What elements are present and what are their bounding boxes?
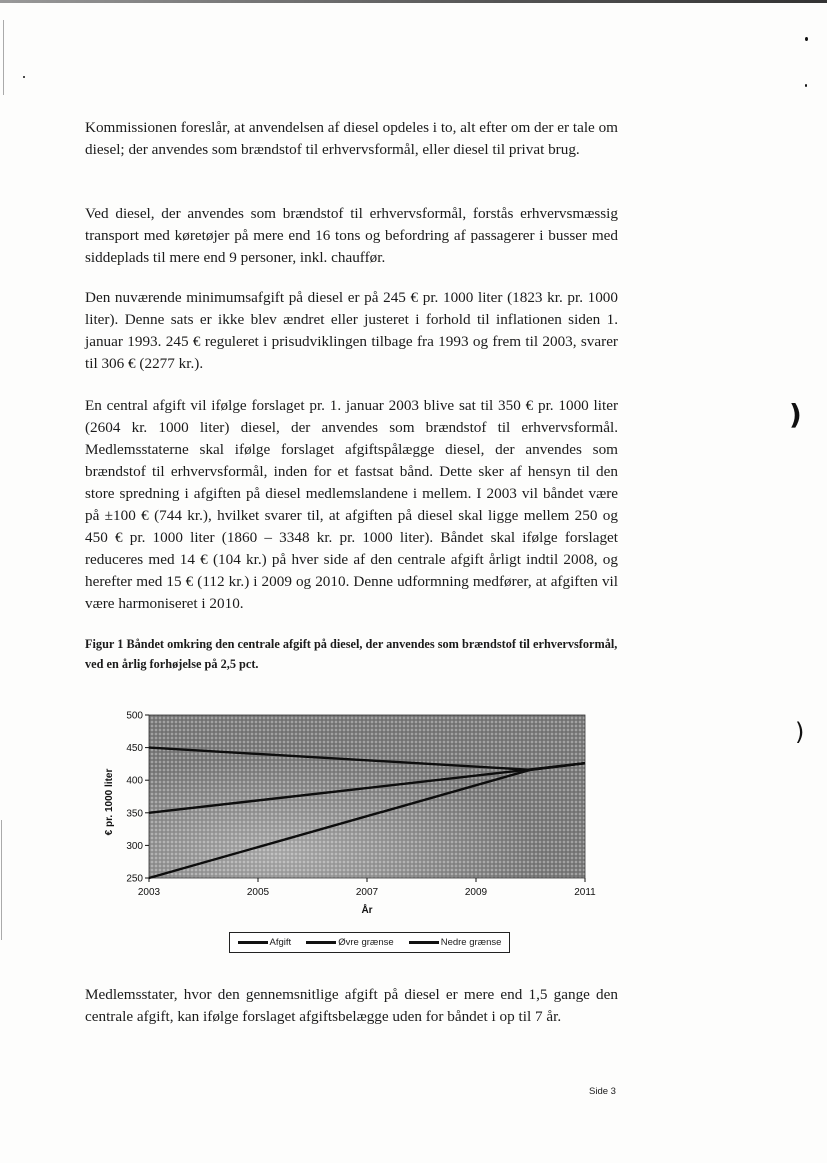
paragraph	[85, 203, 618, 269]
scan-edge	[0, 0, 827, 3]
legend-item-ovre-graense	[306, 937, 393, 948]
margin-mark	[1, 820, 2, 940]
hole-punch-mark: )	[795, 718, 805, 746]
figure-caption: Figur 1 Båndet omkring den centrale afgift på diesel, der anvendes som brændstof til erhvervsformål, ved en årlig forhøjelse på 2,5 pct.	[85, 637, 618, 671]
margin-mark	[3, 20, 4, 95]
legend-label: Nedre grænse	[440, 937, 502, 948]
x-tick-label: 2003	[137, 887, 161, 898]
legend-swatch	[409, 941, 439, 944]
page-number: Side 3	[589, 1086, 616, 1097]
legend-item-afgift	[238, 937, 292, 948]
paragraph	[85, 117, 618, 161]
legend-label: Afgift	[269, 937, 292, 948]
hole-punch-mark: )	[789, 398, 802, 431]
plot-area-shade	[149, 715, 585, 878]
band-chart	[95, 705, 625, 965]
legend-swatch	[306, 941, 336, 944]
x-tick-label: 2005	[246, 887, 270, 898]
paragraph-text: Ved diesel, der anvendes som brændstof til erhvervsformål, forstås erhvervsmæssig transport med køretøjer på mere end 16 tons og befordring af passagerer i busser med siddeplads til mere end 9 personer, inkl. chauffør.	[85, 205, 618, 266]
x-tick-label: 2007	[355, 887, 379, 898]
y-tick-label: 450	[126, 743, 143, 755]
paragraph	[85, 395, 618, 615]
legend-item-nedre-graense	[409, 937, 502, 948]
scan-speck	[805, 84, 807, 87]
scan-speck	[805, 37, 808, 41]
x-tick-label: 2011	[574, 887, 596, 898]
paragraph	[85, 287, 618, 375]
y-axis-label: € pr. 1000 liter	[104, 768, 115, 836]
chart-svg	[95, 705, 625, 935]
y-tick-label: 350	[126, 808, 143, 820]
y-tick-label: 500	[126, 710, 143, 722]
paragraph-text: En central afgift vil ifølge forslaget pr. 1. januar 2003 blive sat til 350 € pr. 1000 liter (2604 kr. 1000 liter) diesel, der anvendes som brændstof til erhvervsformål. Medlemsstaterne skal ifølge forslaget afgiftspålægge diesel, der anvendes som brændstof til erhvervsformål, inden for et fastsat bånd. Dette sker af hensyn til den store spredning i afgiften på diesel medlemslandene i mellem. I 2003 vil båndet være på ±100 € (744 kr.), hvilket svarer til, at afgiften på diesel skal ligge mellem 250 og 450 € pr. 1000 liter (1860 – 3348 kr. pr. 1000 liter). Båndet skal ifølge forslaget reduceres med 14 € (104 kr.) på hver side af den centrale afgift årligt indtil 2008, og herefter med 15 € (112 kr.) i 2009 og 2010. Denne udformning medfører, at afgiften vil være harmoniseret i 2010.	[85, 397, 618, 612]
scan-speck	[23, 76, 25, 78]
chart-legend	[229, 932, 510, 953]
x-tick-label: 2009	[464, 887, 488, 898]
paragraph-text: Kommissionen foreslår, at anvendelsen af diesel opdeles i to, alt efter om der er tale om diesel; der anvendes som brændstof til erhvervsformål, eller diesel til privat brug.	[85, 119, 618, 158]
legend-swatch	[238, 941, 268, 944]
paragraph-text: Medlemsstater, hvor den gennemsnitlige afgift på diesel er mere end 1,5 gange den centrale afgift, kan ifølge forslaget afgiftsbelægge uden for båndet i op til 7 år.	[85, 986, 618, 1025]
legend-label: Øvre grænse	[338, 937, 394, 948]
paragraph-text: Den nuværende minimumsafgift på diesel er på 245 € pr. 1000 liter (1823 kr. pr. 1000 liter). Denne sats er ikke blev ændret eller justeret i forhold til inflationen siden 1. januar 1993. 245 € reguleret i prisudviklingen tilbage fra 1993 og frem til 2003, svarer til 306 € (2277 kr.).	[85, 289, 618, 372]
x-axis-label: År	[361, 905, 373, 916]
y-tick-label: 400	[126, 775, 143, 787]
paragraph	[85, 984, 618, 1028]
y-tick-label: 250	[126, 873, 143, 885]
y-tick-label: 300	[126, 840, 143, 852]
